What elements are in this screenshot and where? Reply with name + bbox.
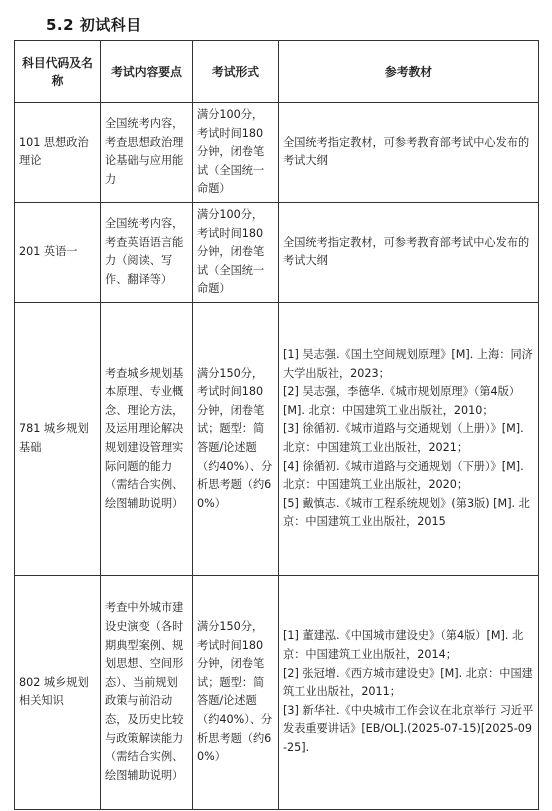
content-cell: 全国统考内容，考查思想政治理论基础与应用能力	[101, 103, 193, 203]
subject-code-cell: 101 思想政治理论	[15, 103, 101, 203]
table-header-row	[15, 41, 539, 103]
header-code: 科目代码及名称	[15, 41, 101, 103]
ref-item: [3] 徐循初.《城市道路与交通规划（上册）》[M]. 北京：中国建筑工业出版社，2021；	[283, 422, 524, 454]
ref-item: [2] 张冠增.《西方城市建设史》[M]. 北京：中国建筑工业出版社，2011；	[283, 666, 533, 699]
refs-cell	[279, 103, 539, 203]
subject-code-cell: 201 英语一	[15, 202, 101, 302]
header-refs: 参考教材	[279, 41, 539, 103]
ref-item: [3] 新华社.《中央城市工作会议在北京举行 习近平发表重要讲话》[EB/OL].(2025-07-15)[2025-09-25].	[283, 703, 534, 754]
ref-item: [4] 徐循初.《城市道路与交通规划（下册）》[M]. 北京：中国建筑工业出版社，2020；	[283, 459, 524, 492]
table-row	[15, 302, 539, 575]
exam-subjects-table	[14, 40, 539, 810]
section-title: 5.2 初试科目	[46, 16, 142, 34]
ref-item: [1] 吴志强.《国土空间规划原理》[M]. 上海：同济大学出版社，2023；	[283, 347, 533, 380]
ref-item: [1] 董建泓.《中国城市建设史》（第4版）[M]. 北京：中国建筑工业出版社，2014；	[283, 629, 524, 661]
header-format: 考试形式	[193, 41, 279, 103]
format-cell: 满分100分，考试时间180分钟，闭卷笔试（全国统一命题）	[193, 103, 279, 203]
format-cell: 满分100分，考试时间180分钟，闭卷笔试（全国统一命题）	[193, 202, 279, 302]
format-cell: 满分150分，考试时间180分钟，闭卷笔试；题型：简答题/论述题（约40%）、分析思考题（约60%）	[193, 302, 279, 575]
content-cell: 考查城乡规划基本原理、专业概念、理论方法，及运用理论解决规划建设管理实际问题的能力（需结合实例、绘图辅助说明）	[101, 302, 193, 575]
ref-item: 全国统考指定教材，可参考教育部考试中心发布的考试大纲	[283, 135, 530, 168]
subject-code-cell: 781 城乡规划基础	[15, 302, 101, 575]
table-row	[15, 202, 539, 302]
format-cell: 满分150分，考试时间180分钟，闭卷笔试；题型：简答题/论述题（约40%）、分析思考题（约60%）	[193, 575, 279, 809]
header-content: 考试内容要点	[101, 41, 193, 103]
refs-cell	[279, 302, 539, 575]
refs-cell	[279, 202, 539, 302]
ref-item: [5] 戴慎志.《城市工程系统规划》(第3版) [M]. 北京：中国建筑工业出版社，2015	[283, 496, 530, 529]
content-cell: 考查中外城市建设史演变（各时期典型案例、规划思想、空间形态）、当前规划政策与前沿动态，及历史比较与政策解读能力（需结合实例、绘图辅助说明）	[101, 575, 193, 809]
ref-item: [2] 吴志强，李德华.《城市规划原理》（第4版）[M]. 北京：中国建筑工业出版社，2010；	[283, 385, 521, 417]
content-cell: 全国统考内容，考查英语语言能力（阅读、写作、翻译等）	[101, 202, 193, 302]
table-row	[15, 103, 539, 203]
refs-cell	[279, 575, 539, 809]
ref-item: 全国统考指定教材，可参考教育部考试中心发布的考试大纲	[283, 235, 530, 268]
table-row	[15, 575, 539, 809]
subject-code-cell: 802 城乡规划相关知识	[15, 575, 101, 809]
